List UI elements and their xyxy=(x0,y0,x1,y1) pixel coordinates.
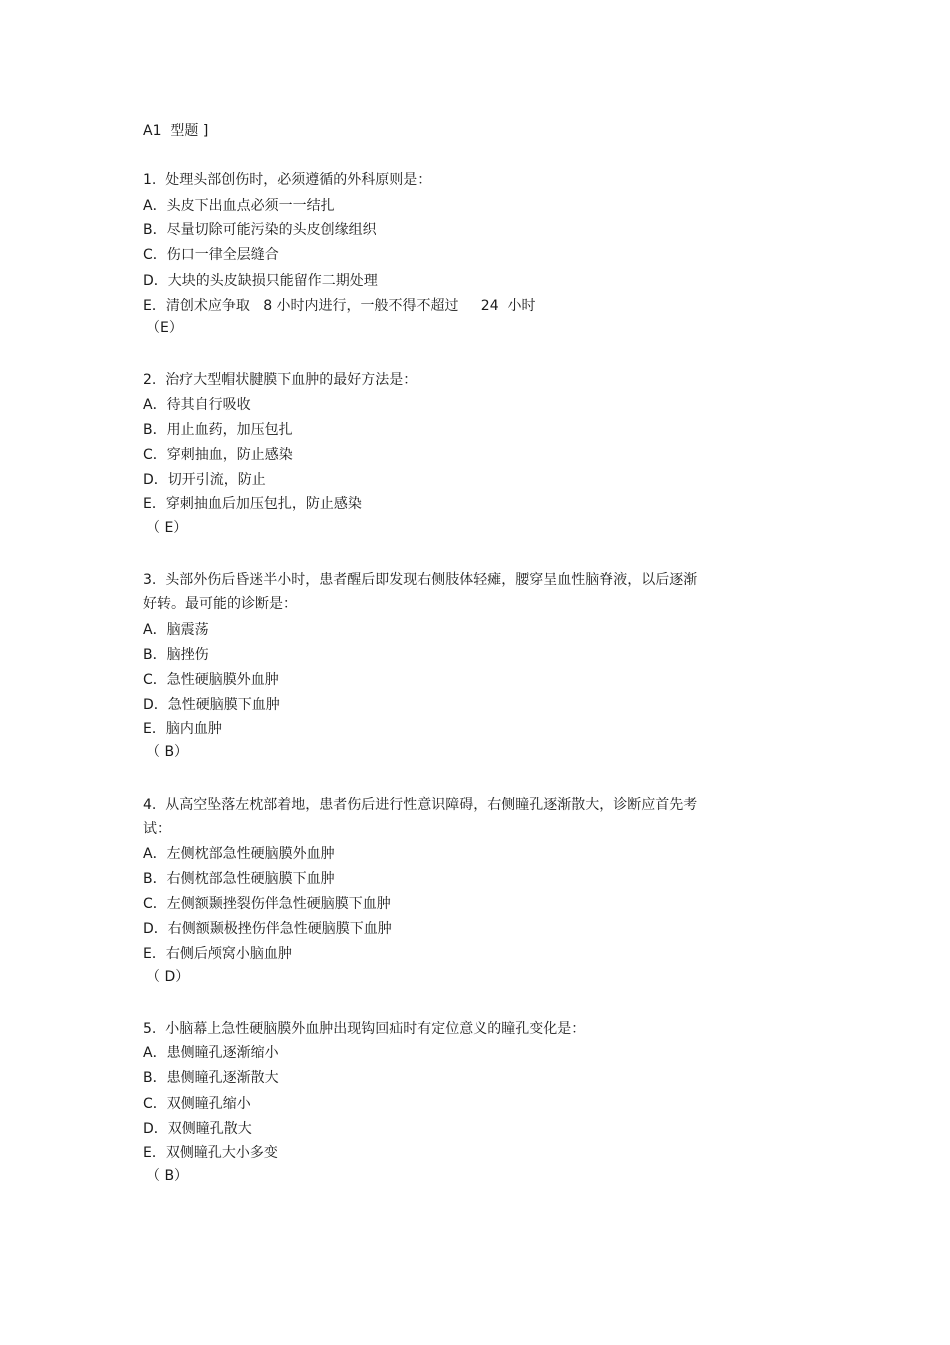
section-heading: A1 型题 ] xyxy=(143,123,209,139)
question-stem: 1. 处理头部创伤时，必须遵循的外科原则是： xyxy=(143,172,432,188)
question-stem-line-1: 3. 头部外伤后昏迷半小时，患者醒后即发现右侧肢体轻瘫，腰穿呈血性脑脊液，以后逐渐 xyxy=(143,572,698,588)
question-stem-line-1: 4. 从高空坠落左枕部着地，患者伤后进行性意识障碍，右侧瞳孔逐渐散大，诊断应首先考 xyxy=(143,797,698,813)
answer: （ B） xyxy=(146,744,189,760)
option-e: E．双侧瞳孔大小多变 xyxy=(143,1145,278,1161)
option-c: C．双侧瞳孔缩小 xyxy=(143,1096,251,1112)
option-d: D．切开引流，防止 xyxy=(143,472,266,488)
option-e: E．清创术应争取 8 小时内进行，一般不得不超过 24 小时 xyxy=(143,298,536,314)
option-c: C．左侧额颞挫裂伤伴急性硬脑膜下血肿 xyxy=(143,896,391,912)
option-b: B．右侧枕部急性硬脑膜下血肿 xyxy=(143,871,335,887)
option-b: B．患侧瞳孔逐渐散大 xyxy=(143,1070,279,1086)
option-e: E．穿刺抽血后加压包扎，防止感染 xyxy=(143,496,362,512)
option-a: A．头皮下出血点必须一一结扎 xyxy=(143,198,335,214)
answer: （E） xyxy=(146,320,183,336)
option-c: C．急性硬脑膜外血肿 xyxy=(143,672,279,688)
option-d: D．双侧瞳孔散大 xyxy=(143,1121,252,1137)
option-b: B．用止血药，加压包扎 xyxy=(143,422,293,438)
option-d: D．右侧额颞极挫伤伴急性硬脑膜下血肿 xyxy=(143,921,392,937)
option-e: E．右侧后颅窝小脑血肿 xyxy=(143,946,292,962)
option-d: D．急性硬脑膜下血肿 xyxy=(143,697,280,713)
answer: （ D） xyxy=(146,969,190,985)
question-stem: 5. 小脑幕上急性硬脑膜外血肿出现钩回疝时有定位意义的瞳孔变化是： xyxy=(143,1021,586,1037)
question-stem-line-2: 好转。最可能的诊断是： xyxy=(143,596,297,612)
option-d: D．大块的头皮缺损只能留作二期处理 xyxy=(143,273,378,289)
option-c: C．伤口一律全层缝合 xyxy=(143,247,279,263)
answer: （ E） xyxy=(146,520,188,536)
option-b: B．尽量切除可能污染的头皮创缘组织 xyxy=(143,222,377,238)
question-stem: 2. 治疗大型帽状腱膜下血肿的最好方法是： xyxy=(143,372,418,388)
option-b: B．脑挫伤 xyxy=(143,647,209,663)
option-a: A．脑震荡 xyxy=(143,622,209,638)
question-stem-line-2: 试： xyxy=(143,821,171,837)
option-c: C．穿刺抽血，防止感染 xyxy=(143,447,293,463)
option-a: A．左侧枕部急性硬脑膜外血肿 xyxy=(143,846,335,862)
option-e: E．脑内血肿 xyxy=(143,721,222,737)
answer: （ B） xyxy=(146,1168,189,1184)
option-a: A．待其自行吸收 xyxy=(143,397,251,413)
option-a: A．患侧瞳孔逐渐缩小 xyxy=(143,1045,279,1061)
